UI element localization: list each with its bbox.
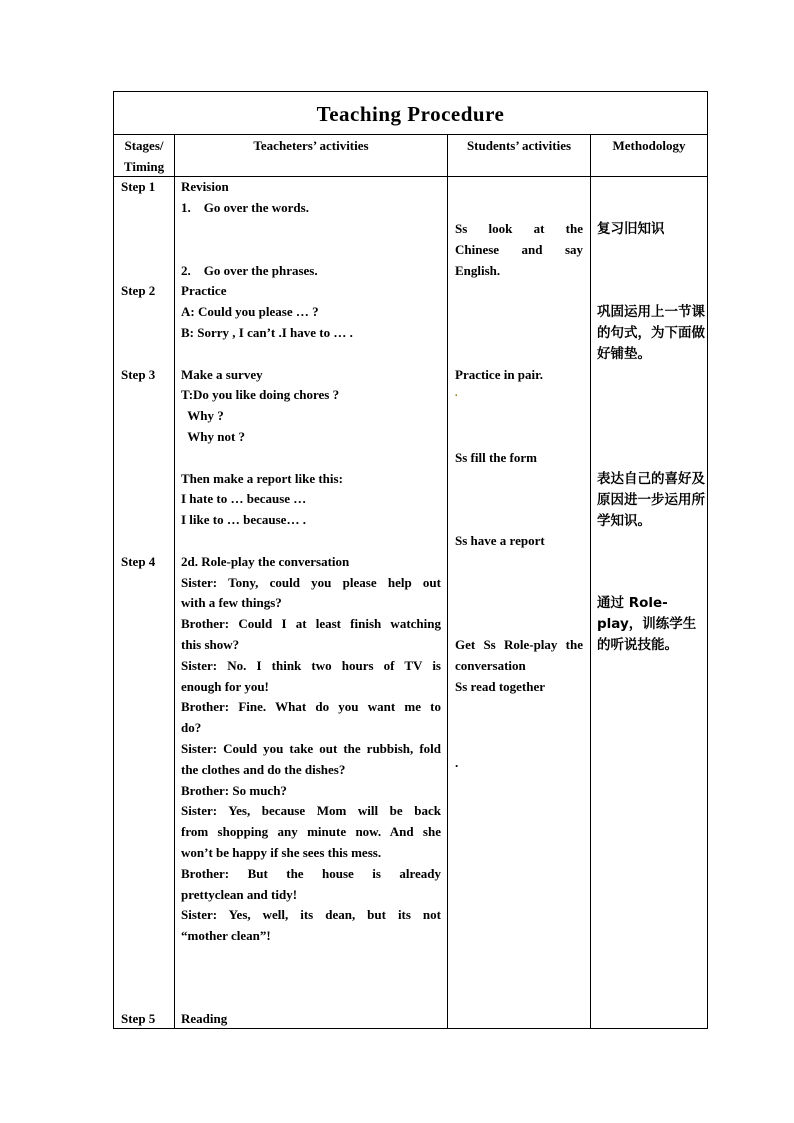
header-stages: Stages/ Timing — [123, 138, 165, 174]
teacher-roleplay: 2d. Role-play the conversation — [181, 554, 350, 569]
methodology-note: 表达自己的喜好及原因进一步运用所学知识。 — [597, 471, 705, 529]
methodology-note: 巩固运用上一节课的句式，为下面做好铺垫。 — [597, 304, 705, 362]
stray-mark: . — [455, 755, 459, 770]
students-pair: Practice in pair. — [455, 367, 543, 382]
teacher-report: Then make a report like this: — [181, 471, 343, 486]
dialog-line: “mother clean”! — [181, 928, 271, 943]
students-read: Ss read together — [455, 679, 546, 694]
step-label: Step 3 — [121, 367, 156, 382]
teacher-revision: Revision — [181, 179, 229, 194]
header-students: Students’ activities — [466, 138, 572, 153]
teacher-question: Why not ? — [181, 429, 246, 444]
students-line: Chinese and say — [455, 242, 583, 257]
dialog-line: from shopping any minute now. And she — [181, 824, 441, 839]
teaching-procedure-table — [113, 91, 708, 1029]
teacher-go-words: 1. Go over the words. — [181, 200, 309, 215]
dialog-line: Brother: So much? — [181, 783, 287, 798]
teacher-line-a: A: Could you please … ? — [181, 304, 319, 319]
step-label: Step 4 — [121, 554, 156, 569]
teacher-practice: Practice — [181, 283, 227, 298]
dialog-line: Sister: Tony, could you please help out — [181, 575, 441, 590]
methodology-note: 通过 Role-play，训练学生的听说技能。 — [597, 595, 697, 653]
page-title: Teaching Procedure — [114, 92, 707, 135]
dialog-line: Brother: Could I at least finish watching — [181, 616, 441, 631]
teacher-like: I like to … because… . — [181, 512, 306, 527]
dialog-line: Brother: But the house is already — [181, 866, 441, 881]
students-line: Get Ss Role-play the — [455, 637, 583, 652]
students-report: Ss have a report — [455, 533, 545, 548]
dialog-line: Sister: Yes, well, its dean, but its not — [181, 907, 441, 922]
dialog-line: won’t be happy if she sees this mess. — [181, 845, 382, 860]
students-fill: Ss fill the form — [455, 450, 537, 465]
column-divider — [447, 134, 448, 1028]
column-divider — [590, 134, 591, 1028]
methodology-note: 复习旧知识 — [597, 221, 665, 237]
dialog-line: enough for you! — [181, 679, 269, 694]
step-label: Step 1 — [121, 179, 156, 194]
dialog-line: Sister: No. I think two hours of TV is — [181, 658, 441, 673]
students-line: Ss look at the — [455, 221, 583, 236]
header-teachers: Teacheters’ activities — [253, 138, 369, 153]
students-line: English. — [455, 263, 501, 278]
teacher-survey: Make a survey — [181, 367, 263, 382]
teacher-go-phrases: 2. Go over the phrases. — [181, 263, 318, 278]
dialog-line: do? — [181, 720, 202, 735]
header-methodology: Methodology — [612, 138, 686, 153]
teacher-reading: Reading — [181, 1011, 228, 1026]
teacher-question: T:Do you like doing chores ? — [181, 387, 340, 402]
dialog-line: Brother: Fine. What do you want me to — [181, 699, 441, 714]
dialog-line: the clothes and do the dishes? — [181, 762, 346, 777]
stray-mark: . — [455, 388, 458, 399]
teacher-hate: I hate to … because … — [181, 491, 307, 506]
teacher-line-b: B: Sorry , I can’t .I have to … . — [181, 325, 353, 340]
teacher-question: Why ? — [181, 408, 224, 423]
step-label: Step 2 — [121, 283, 156, 298]
dialog-line: with a few things? — [181, 595, 282, 610]
column-divider — [174, 134, 175, 1028]
dialog-line: Sister: Could you take out the rubbish, fold — [181, 741, 441, 756]
dialog-line: prettyclean and tidy! — [181, 887, 298, 902]
step-label: Step 5 — [121, 1011, 156, 1026]
dialog-line: Sister: Yes, because Mom will be back — [181, 803, 441, 818]
dialog-line: this show? — [181, 637, 240, 652]
students-line: conversation — [455, 658, 526, 673]
